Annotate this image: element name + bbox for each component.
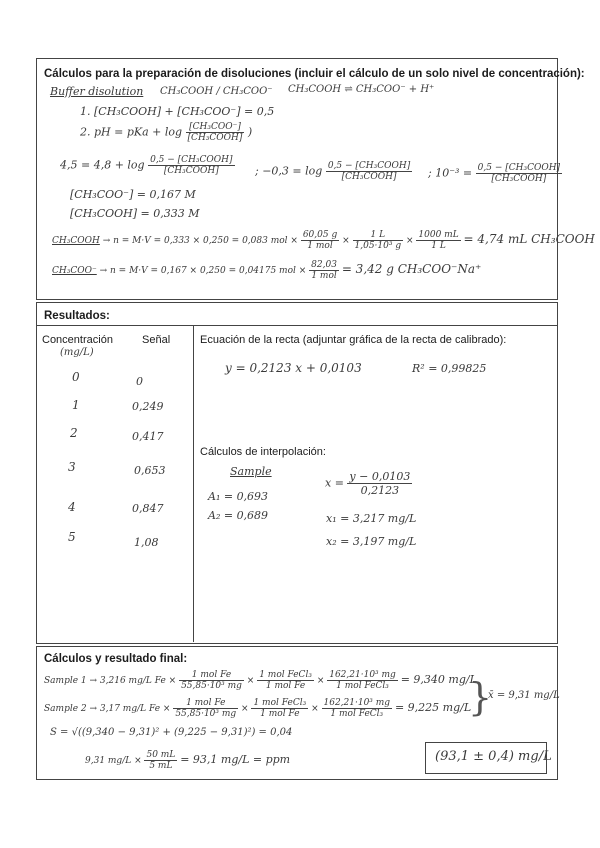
- x-lhs: x =: [325, 476, 344, 490]
- calc-section-title: Cálculos para la preparación de disoluciones (incluir el cálculo de un solo nivel de concentración):: [44, 68, 585, 80]
- conc-value-5: 5: [68, 530, 76, 544]
- results-section: [36, 302, 558, 644]
- henderson-fraction: [186, 122, 245, 143]
- concentration-1: x₁ = 3,217 mg/L: [326, 512, 417, 525]
- results-divider: [36, 325, 557, 326]
- acid-f1-num: 60,05 g: [302, 230, 338, 240]
- s1-fraction-1: [179, 670, 244, 691]
- s1-fraction-3: [327, 670, 398, 691]
- signal-value-2: 0,417: [132, 430, 164, 443]
- sample-label: Sample: [230, 465, 272, 478]
- interpolation-title: Cálculos de interpolación:: [200, 446, 326, 458]
- s2-fraction-2: [251, 698, 308, 719]
- acid-f3-den: 1 L: [431, 241, 446, 251]
- s2-f1-den: 55,85·10³ mg: [175, 709, 237, 719]
- ph-equation-2: [255, 161, 412, 182]
- dilution-result: = 93,1 mg/L = ppm: [180, 753, 291, 766]
- eq2-lhs: ; −0,3 = log: [255, 164, 323, 178]
- x-fraction: [347, 470, 412, 497]
- s2-f1-num: 1 mol Fe: [173, 698, 238, 709]
- s1-f3-den: 1 mol FeCl₃: [336, 681, 389, 691]
- henderson-equation: [80, 122, 252, 143]
- acid-fraction-2: [353, 230, 404, 251]
- times-sign: ×: [316, 676, 325, 686]
- acetate-f-num: 82,03: [311, 260, 337, 270]
- s2-fraction-1: [173, 698, 238, 719]
- buffer-label: Buffer disolution: [50, 85, 144, 98]
- r-squared: R² = 0,99825: [412, 362, 487, 375]
- acid-concentration: [CH₃COOH] = 0,333 M: [70, 207, 200, 220]
- standard-deviation: S = √((9,340 − 9,31)² + (9,225 − 9,31)²) = 0,04: [50, 727, 293, 738]
- sample-2-result: = 9,225 mg/L: [394, 701, 472, 714]
- acid-label: CH₃COOH: [52, 236, 100, 246]
- times-sign: ×: [246, 676, 255, 686]
- concentration-2: x₂ = 3,197 mg/L: [326, 535, 417, 548]
- acetate-concentration: [CH₃COO⁻] = 0,167 M: [70, 188, 196, 201]
- acid-f3-num: 1000 mL: [418, 230, 459, 240]
- final-section-title: Cálculos y resultado final:: [44, 653, 188, 665]
- acid-calc: → n = M·V = 0,333 × 0,250 = 0,083 mol ×: [102, 236, 298, 246]
- col-signal-header: Señal: [142, 334, 171, 346]
- eq2-den: [CH₃COOH]: [341, 172, 397, 182]
- table-divider: [193, 325, 194, 642]
- henderson-num: [CH₃COO⁻]: [186, 122, 245, 133]
- mean-value: x̄ = 9,31 mg/L: [488, 690, 560, 701]
- s1-f3-num: 162,21·10³ mg: [329, 670, 396, 680]
- signal-value-4: 0,847: [132, 502, 164, 515]
- henderson-lhs: 2. pH = pKa + log: [80, 125, 183, 139]
- signal-value-3: 0,653: [134, 464, 166, 477]
- s1-fraction-2: [257, 670, 314, 691]
- conc-value-2: 2: [70, 426, 78, 440]
- s2-f2-den: 1 mol Fe: [260, 709, 300, 719]
- acetate-calc: → n = M·V = 0,167 × 0,250 = 0,04175 mol ×: [99, 266, 307, 276]
- x-den: 0,2123: [360, 484, 400, 497]
- sample-1-label: Sample 1 →: [44, 676, 98, 686]
- calibration-equation: y = 0,2123 x + 0,0103: [225, 361, 362, 375]
- sample-2-conversion: [44, 698, 471, 719]
- dilution-fraction: [144, 750, 177, 771]
- henderson-den: [CH₃COOH]: [187, 133, 243, 143]
- eq1-fraction: [148, 155, 234, 176]
- s1-f2-num: 1 mol FeCl₃: [259, 670, 312, 680]
- eq2-num: 0,5 − [CH₃COOH]: [327, 161, 411, 171]
- eq3-lhs: ; 10⁻³ =: [428, 166, 473, 180]
- acetate-result: = 3,42 g CH₃COO⁻Na⁺: [341, 262, 482, 276]
- sample-1-value: 3,216 mg/L Fe ×: [99, 676, 177, 686]
- s2-fraction-3: [322, 698, 393, 719]
- buffer-pair: CH₃COOH / CH₃COO⁻: [160, 86, 273, 97]
- eq1-den: [CH₃COOH]: [163, 166, 219, 176]
- acid-fraction-1: [301, 230, 339, 251]
- signal-value-5: 1,08: [134, 536, 159, 549]
- conc-value-1: 1: [72, 398, 80, 412]
- sample-2-label: Sample 2 →: [44, 704, 98, 714]
- s1-f2-den: 1 mol Fe: [265, 681, 306, 691]
- conc-value-0: 0: [72, 370, 80, 384]
- dilution-value: 9,31 mg/L ×: [85, 756, 142, 766]
- conc-value-3: 3: [68, 460, 76, 474]
- eq3-num: 0,5 − [CH₃COOH]: [477, 163, 561, 173]
- bracket-glyph: }: [468, 675, 493, 719]
- mass-balance-equation: 1. [CH₃COOH] + [CH₃COO⁻] = 0,5: [80, 105, 275, 118]
- s1-f1-num: 1 mol Fe: [179, 670, 244, 681]
- eq1-num: 0,5 − [CH₃COOH]: [150, 155, 233, 165]
- col-concentration-unit: (mg/L): [60, 347, 94, 358]
- acid-fraction-3: [416, 230, 460, 251]
- interpolation-formula: [325, 470, 412, 497]
- final-answer: (93,1 ± 0,4) mg/L: [435, 749, 552, 764]
- acid-f1-den: 1 mol: [307, 241, 333, 251]
- eq1-lhs: 4,5 = 4,8 + log: [60, 158, 145, 172]
- absorbance-2: A₂ = 0,689: [208, 509, 269, 522]
- acid-f2-den: 1,05·10³ g: [354, 241, 402, 251]
- x-num: y − 0,0103: [349, 470, 411, 483]
- sample-1-conversion: [44, 670, 477, 691]
- acetate-label: CH₃COO⁻: [52, 266, 97, 276]
- s2-f3-den: 1 mol FeCl₃: [330, 709, 384, 719]
- acetate-mass-calculation: [52, 260, 481, 281]
- sample-1-result: = 9,340 mg/L: [400, 673, 477, 686]
- ph-equation-1: [60, 155, 235, 176]
- calibration-equation-title: Ecuación de la recta (adjuntar gráfica de la recta de calibrado):: [200, 334, 507, 346]
- ph-equation-3: [428, 163, 562, 184]
- s2-f2-num: 1 mol FeCl₃: [253, 698, 307, 708]
- signal-value-0: 0: [136, 375, 143, 388]
- results-section-title: Resultados:: [44, 310, 110, 322]
- dilution-num: 50 mL: [146, 750, 176, 760]
- acetate-fraction: [309, 260, 339, 281]
- acetate-f-den: 1 mol: [311, 271, 337, 281]
- s2-f3-num: 162,21·10³ mg: [323, 698, 391, 708]
- brace-glyph: ): [247, 125, 253, 139]
- times-sign: ×: [311, 704, 319, 714]
- absorbance-1: A₁ = 0,693: [208, 490, 269, 503]
- signal-value-1: 0,249: [132, 400, 164, 413]
- times-sign: ×: [241, 704, 249, 714]
- dilution-calculation: [85, 750, 290, 771]
- s1-f1-den: 55,85·10³ mg: [181, 681, 242, 691]
- col-concentration-header: Concentración: [42, 334, 113, 346]
- acid-f2-num: 1 L: [353, 230, 404, 241]
- sample-2-value: 3,17 mg/L Fe ×: [99, 704, 171, 714]
- conc-value-4: 4: [68, 500, 76, 514]
- times-sign: ×: [405, 236, 414, 246]
- dissociation-equilibrium: CH₃COOH ⇌ CH₃COO⁻ + H⁺: [288, 84, 435, 95]
- eq3-den: [CH₃COOH]: [491, 174, 547, 184]
- eq3-fraction: [476, 163, 562, 184]
- eq2-fraction: [326, 161, 412, 182]
- acid-result: = 4,74 mL CH₃COOH: [463, 232, 595, 246]
- dilution-den: 5 mL: [149, 761, 173, 771]
- acid-mass-calculation: [52, 230, 595, 251]
- times-sign: ×: [342, 236, 350, 246]
